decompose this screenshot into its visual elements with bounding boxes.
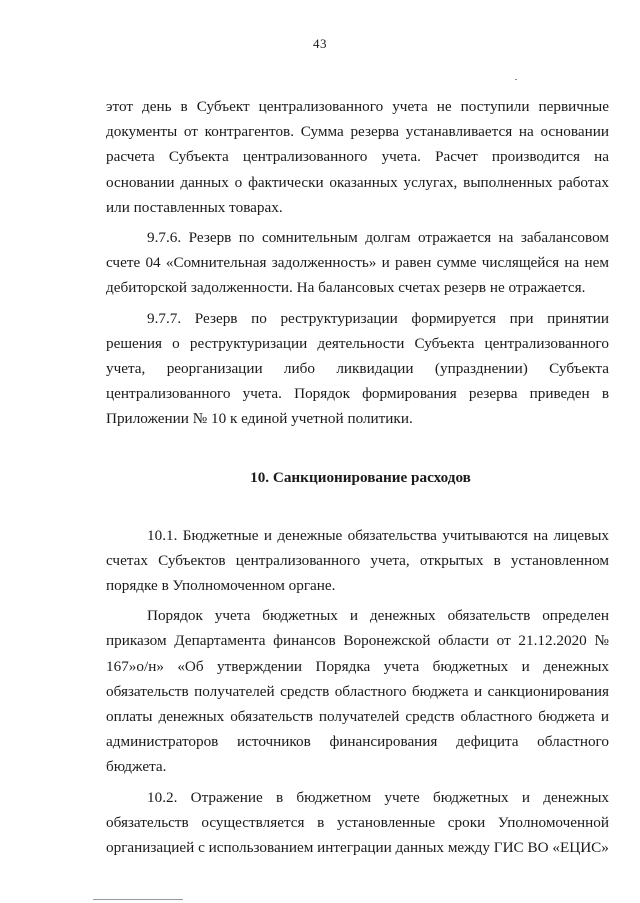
paragraph-continuation: этот день в Субъект централизованного учета не поступили первичные документы от контрагентов. Сумма резерва устанавливается на основании расчета Субъекта централизованного учета. Расчет производится на основании данных о фактически оказанных услугах, выполненных работах или поставленных товарах. [106, 98, 609, 216]
paragraph-order: Порядок учета бюджетных и денежных обязательств определен приказом Департамента финансов Воронежской области от 21.12.2020 № 167»о/н» «Об утверждении Порядка учета бюджетных и денежных обязательств получателей средств областного бюджета и санкционирования оплаты денежных обязательств получателей средств областного бюджета и администраторов источников финансирования дефицита областного бюджета. [106, 607, 609, 776]
page-number: 43 [313, 36, 327, 51]
paragraph-10-1: 10.1. Бюджетные и денежные обязательства учитываются на лицевых счетах Субъектов централизованного учета, открытых в установленном порядке в Уполномоченном органе. [106, 526, 609, 595]
document-body [106, 94, 609, 860]
paragraph-9-7-6: 9.7.6. Резерв по сомнительным долгам отражается на забалансовом счете 04 «Сомнительная задолженность» и равен сумме числящейся на нем дебиторской задолженности. На балансовых счетах резерв не отражается. [106, 229, 609, 297]
paragraph-9-7-7: 9.7.7. Резерв по реструктуризации формируется при принятии решения о реструктуризации деятельности Субъекта централизованного учета, реорганизации либо ликвидации (упразднении) Субъекта централизованного учета. Порядок формирования резерва приведен в Приложении № 10 к единой учетной политики. [106, 309, 609, 428]
scan-speck [515, 79, 517, 80]
footer-line [93, 899, 183, 900]
section-heading: 10. Санкционирование расходов [250, 468, 471, 486]
paragraph-10-2: 10.2. Отражение в бюджетном учете бюджетных и денежных обязательств осуществляется в установленные сроки Уполномоченной организацией с использованием интеграции данных между ГИС ВО «ЕЦИС» [106, 788, 609, 857]
